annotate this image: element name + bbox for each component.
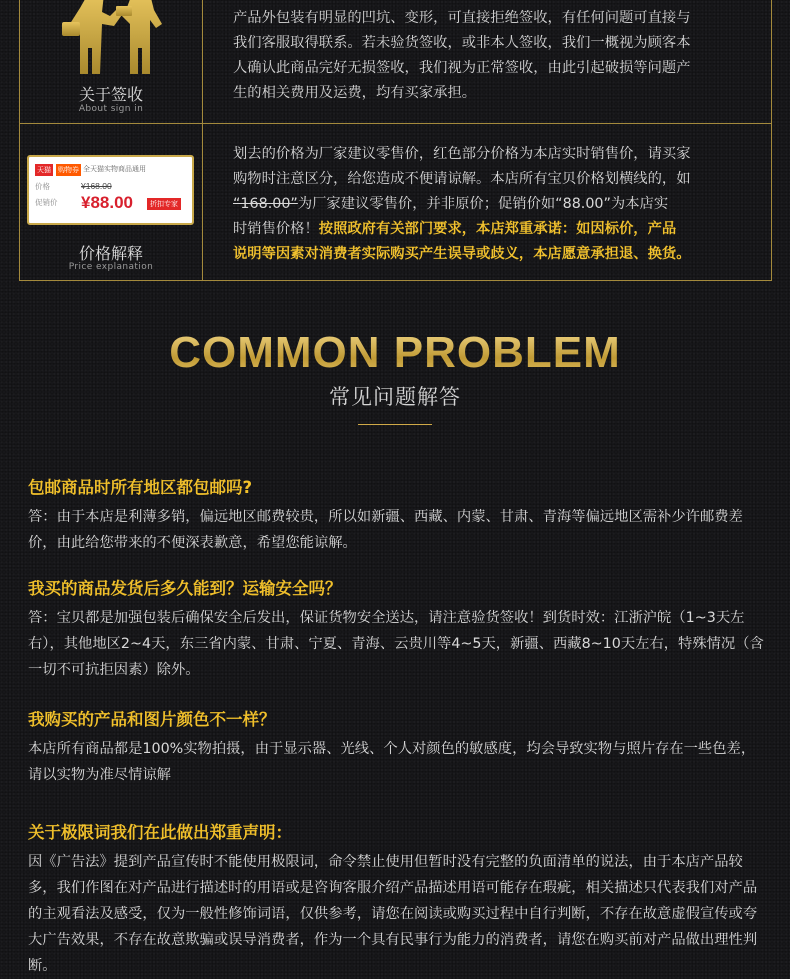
coupon-badge: 购物券 [56,164,81,176]
discount-tag: 折扣专家 [147,198,181,210]
faq-item [28,577,768,683]
price-subtitle: Price explanation [68,262,154,272]
struck-price: “168.00” [233,196,298,212]
promo-price: ¥88.00 [81,193,133,212]
price-label-cell [20,124,203,280]
price-promise-line: 说明等因素对消费者实际购买产生误导或歧义，本店愿意承担退、换货。 [233,246,691,262]
faq-answer: 答：宝贝都是加强包装后确保安全后发出，保证货物安全送达，请注意验货签收！到货时效：江浙沪皖（1~3天左右），其他地区2~4天，东三省内蒙、甘肃、宁夏、青海、云贵川等4~5天，新疆、西藏8~10天左右，特殊情况（含一切不可抗拒因素）除外。 [28,610,764,678]
price-text [233,142,757,267]
sign-in-line: 人确认此商品完好无损签收，我们视为正常签收，由此引起破损等问题产 [233,60,691,76]
sign-in-line: 我们客服取得联系。若未验货签收，或非本人签收，我们一概视为顾客本 [233,35,691,51]
price-example-card [27,155,194,225]
promo-label: 促销价 [35,198,58,207]
faq-answer: 答：由于本店是利薄多销，偏远地区邮费较贵，所以如新疆、西藏、内蒙、甘肃、青海等偏远地区需补少许邮费差价，由此给您带来的不便深表歉意，希望您能谅解。 [28,509,743,551]
price-promise: 按照政府有关部门要求，本店郑重承诺：如因标价，产品 [318,221,677,237]
faq-question: 包邮商品时所有地区都包邮吗? [28,478,253,497]
price-row [19,123,772,281]
sign-in-line: 产品外包装有明显的凹坑、变形，可直接拒绝签收，有任何问题可直接与 [233,10,691,26]
price-line [233,192,757,217]
price-line [233,217,757,242]
faq-item [28,708,768,788]
coupon-note: 全天猫实物商品通用 [83,166,146,173]
tmall-badge: 天猫 [35,164,53,176]
heading-chinese: 常见问题解答 [329,385,461,409]
heading-divider [358,424,432,425]
faq-item [28,476,768,556]
heading-english: COMMON PROBLEM [0,328,790,378]
price-title: 价格解释 [78,244,143,263]
faq-answer: 因《广告法》提到产品宣传时不能使用极限词，命令禁止使用但暂时没有完整的负面清单的说法，由于本店产品较多，我们作图在对产品进行描述时的用语或是咨询客服介绍产品描述用语可能存在瑕疵，相关描述只代表我们对产品的主观看法及感受，仅为一般性修饰词语，仅供参考，请您在阅读或购买过程中自行判断，不存在故意虚假宣传或夸大广告效果，不存在故意欺骗或误导消费者，作为一个具有民事行为能力的消费者，请您在购买前对产品做出理性判断。 [28,854,758,974]
price-line: 购物时注意区分，给您造成不便请谅解。本店所有宝贝价格划横线的，如 [233,171,691,187]
price-line: 划去的价格为厂家建议零售价，红色部分价格为本店实时销售价，请买家 [233,146,691,162]
sign-in-title: 关于签收 [78,85,143,104]
price-line-normal: 时销售价格！ [233,221,319,237]
faq-question: 关于极限词我们在此做出郑重声明： [28,823,292,842]
sign-in-label-cell [20,0,203,123]
faq-answer: 本店所有商品都是100%实物拍摄，由于显示器、光线、个人对颜色的敏感度，均会导致实物与照片存在一些色差，请以实物为准尽情谅解 [28,741,756,783]
handing-over-package-icon [58,0,168,76]
price-label: 价格 [35,182,50,191]
sign-in-subtitle: About sign in [78,104,144,114]
sign-in-line: 生的相关费用及运费，均有买家承担。 [233,85,477,101]
info-table [19,0,772,281]
sign-in-text [233,6,757,106]
faq-item [28,821,768,979]
original-price: ¥168.00 [81,181,112,191]
faq-question: 我购买的产品和图片颜色不一样？ [28,710,276,729]
price-line-rest: 为厂家建议零售价，并非原价；促销价如“88.00”为本店实 [297,196,669,212]
sign-in-row [19,0,772,124]
faq-question: 我买的商品发货后多久能到？运输安全吗？ [28,579,342,598]
